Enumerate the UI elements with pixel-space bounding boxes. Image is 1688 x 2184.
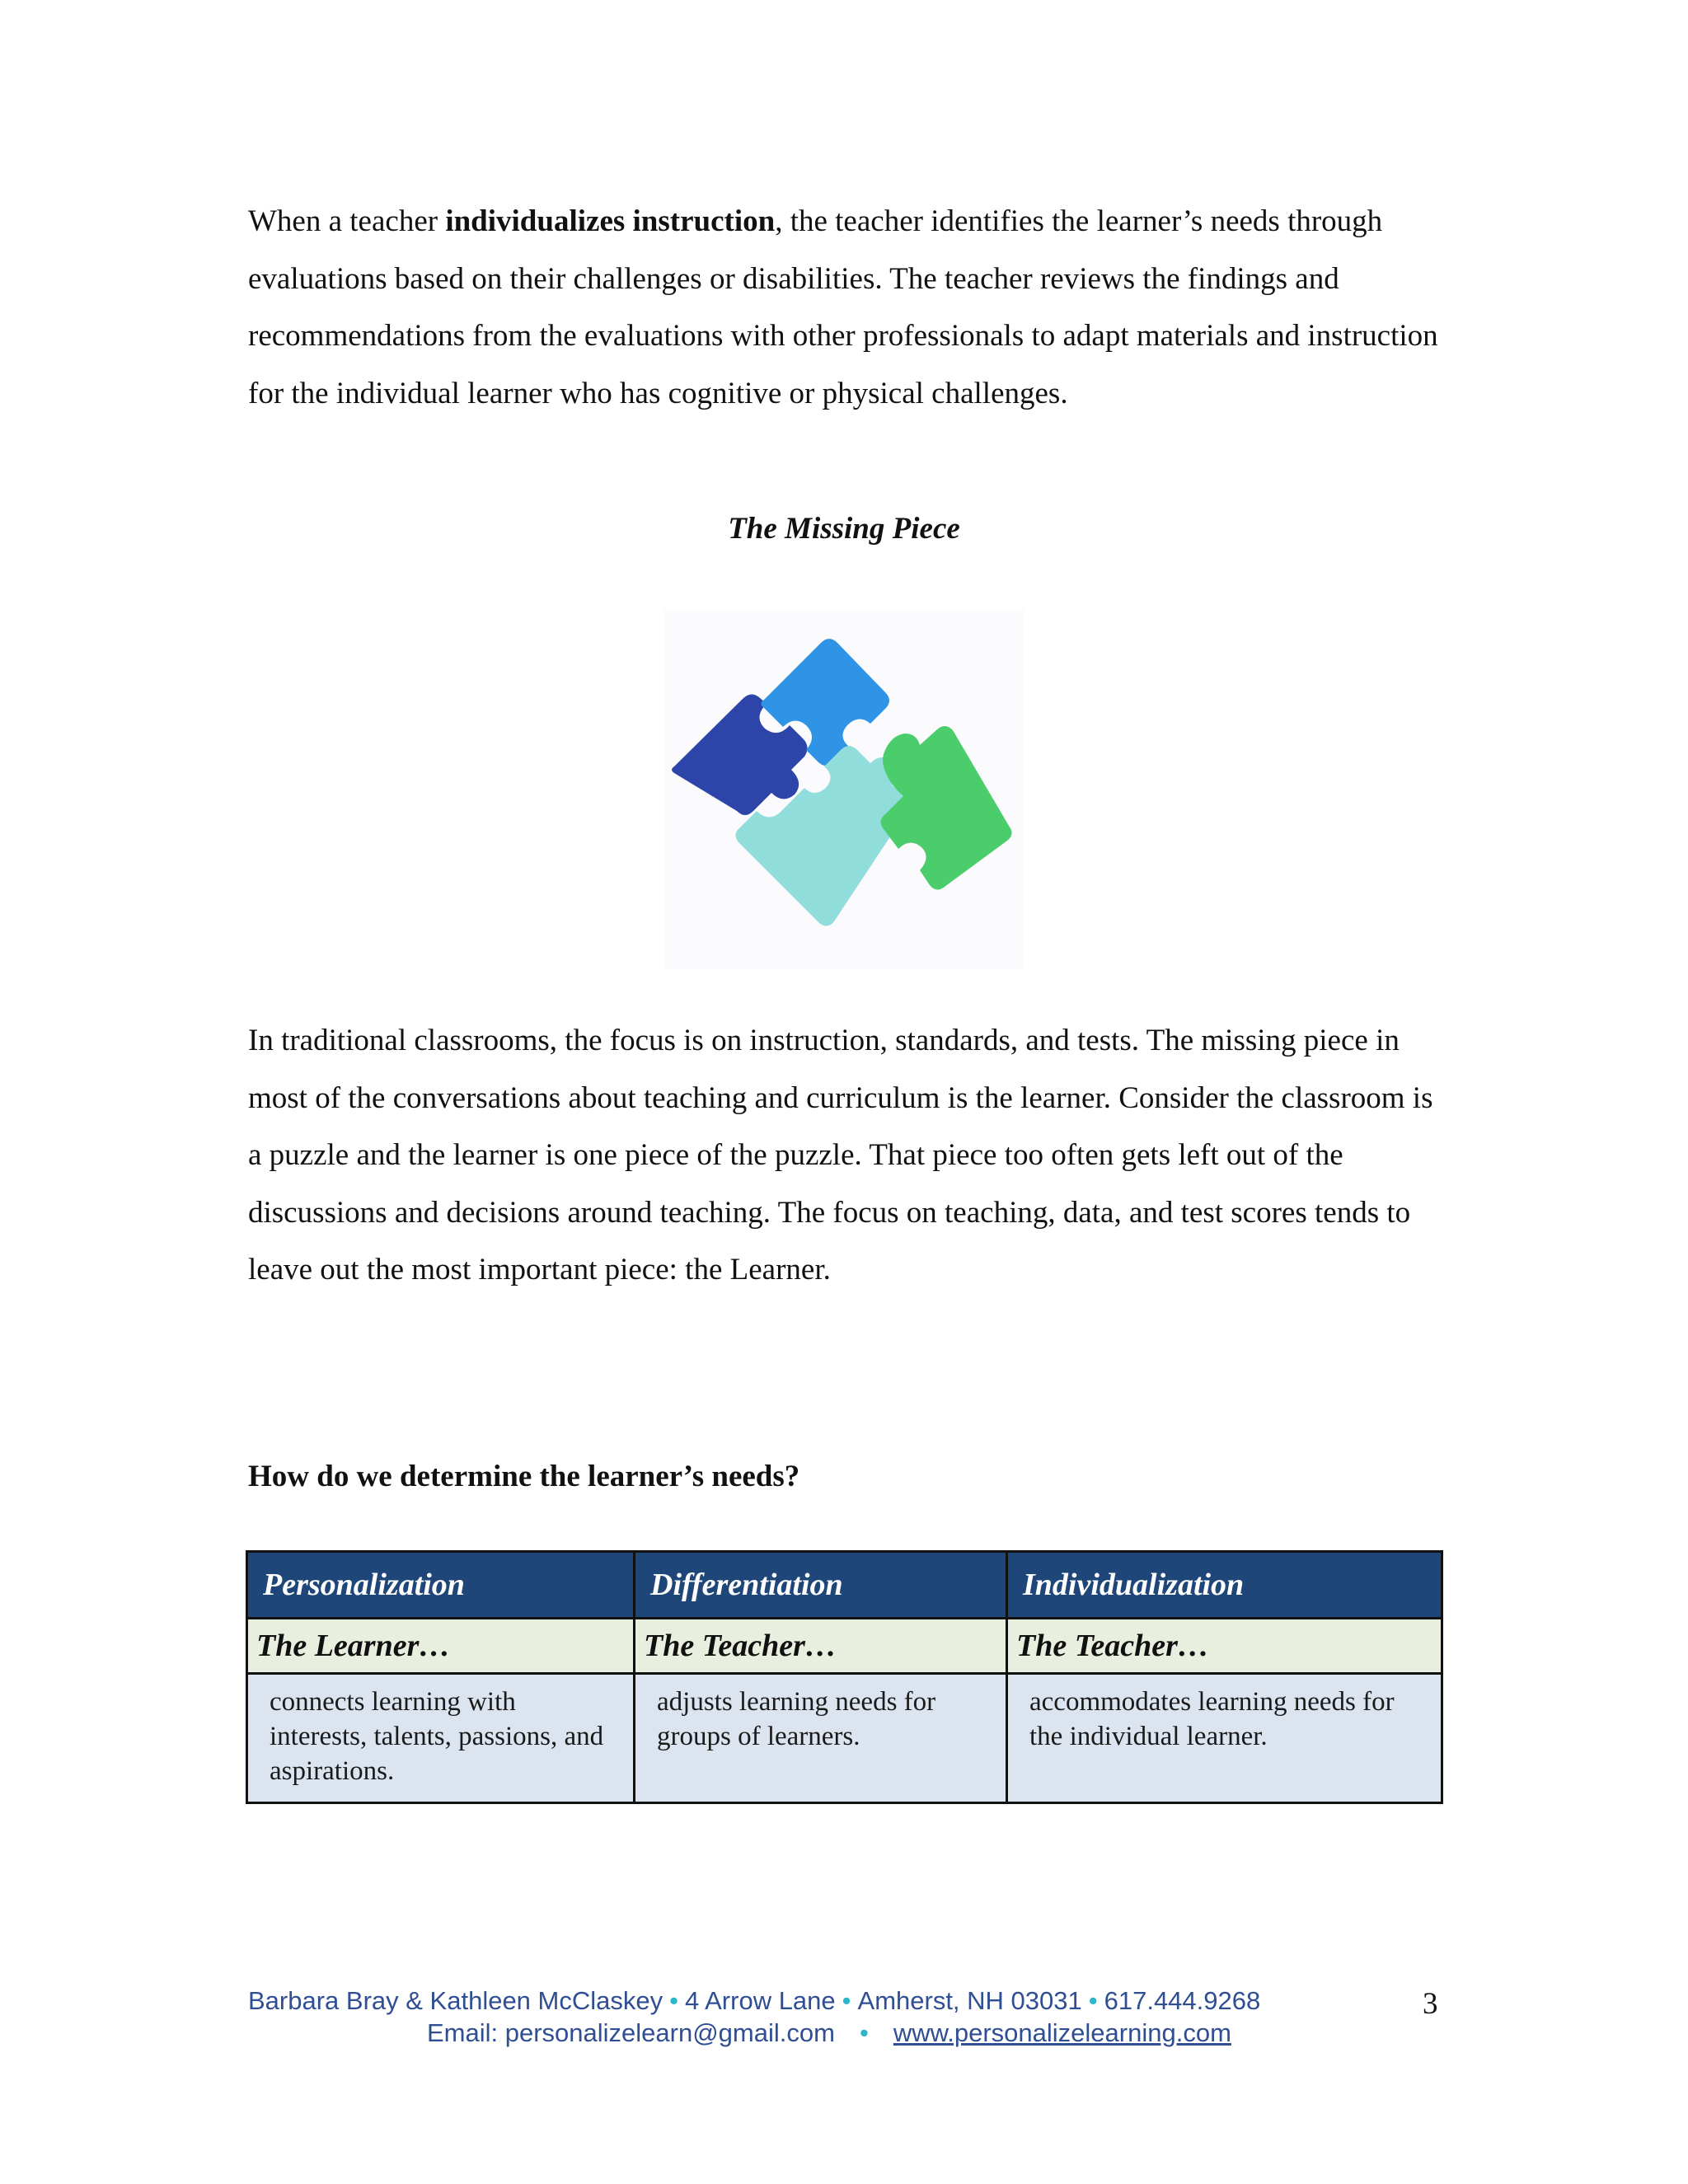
intro-paragraph [248, 193, 1451, 422]
footer-separator: • [859, 2018, 869, 2047]
cell-differentiation: adjusts learning needs for groups of learners. [635, 1674, 1007, 1803]
intro-text-start: When a teacher [248, 204, 446, 238]
cell-personalization: connects learning with interests, talents, passions, and aspirations. [247, 1674, 635, 1803]
header-individualization: Individualization [1007, 1552, 1442, 1619]
footer-city: Amherst, NH 03031 [857, 1986, 1082, 2015]
footer-web-line [427, 2018, 1231, 2048]
puzzle-piece-green [880, 726, 1011, 890]
table-row [247, 1674, 1442, 1803]
header-differentiation: Differentiation [635, 1552, 1007, 1619]
intro-text-rest: , the teacher identifies the learner’s needs through evaluations based on their challenges or disabilities. The teacher reviews the findings and recommendations from the evaluations with other professionals to adapt materials and instruction for the individual learner who has cognitive or physical challenges. [248, 204, 1438, 410]
footer-authors: Barbara Bray & Kathleen McClaskey [248, 1986, 663, 2015]
footer-separator: • [1088, 1986, 1098, 2015]
footer-email[interactable]: Email: personalizelearn@gmail.com [427, 2018, 835, 2047]
footer-website-link[interactable]: www.personalizelearning.com [893, 2018, 1231, 2047]
footer-separator: • [669, 1986, 678, 2015]
cell-individualization: accommodates learning needs for the individual learner. [1007, 1674, 1442, 1803]
footer-separator: • [842, 1986, 851, 2015]
missing-piece-paragraph: In traditional classrooms, the focus is on instruction, standards, and tests. The missing piece in most of the conversations about teaching and curriculum is the learner. Consider the classroom is a puzzle and the learner is one piece of the puzzle. That piece too often gets left out of the discussions and decisions around teaching. The focus on teaching, data, and test scores tends to leave out the most important piece: the Learner. [248, 1024, 1433, 1286]
puzzle-image [664, 610, 1024, 969]
puzzle-pieces-icon [664, 610, 1024, 969]
subheader-learner: The Learner… [247, 1619, 635, 1674]
footer-address: 4 Arrow Lane [684, 1986, 836, 2015]
comparison-table [246, 1550, 1443, 1804]
footer-phone: 617.444.9268 [1104, 1986, 1261, 2015]
intro-bold-term: individualizes instruction [445, 204, 776, 238]
subheader-teacher-differentiation: The Teacher… [635, 1619, 1007, 1674]
footer-contact-line [248, 1986, 1260, 2016]
subheader-teacher-individualization: The Teacher… [1007, 1619, 1442, 1674]
section-heading: How do we determine the learner’s needs? [248, 1460, 800, 1493]
table-header-row [247, 1552, 1442, 1619]
figure-caption: The Missing Piece [728, 512, 960, 546]
page-number: 3 [1423, 1987, 1438, 2021]
header-personalization: Personalization [247, 1552, 635, 1619]
table-subheader-row [247, 1619, 1442, 1674]
